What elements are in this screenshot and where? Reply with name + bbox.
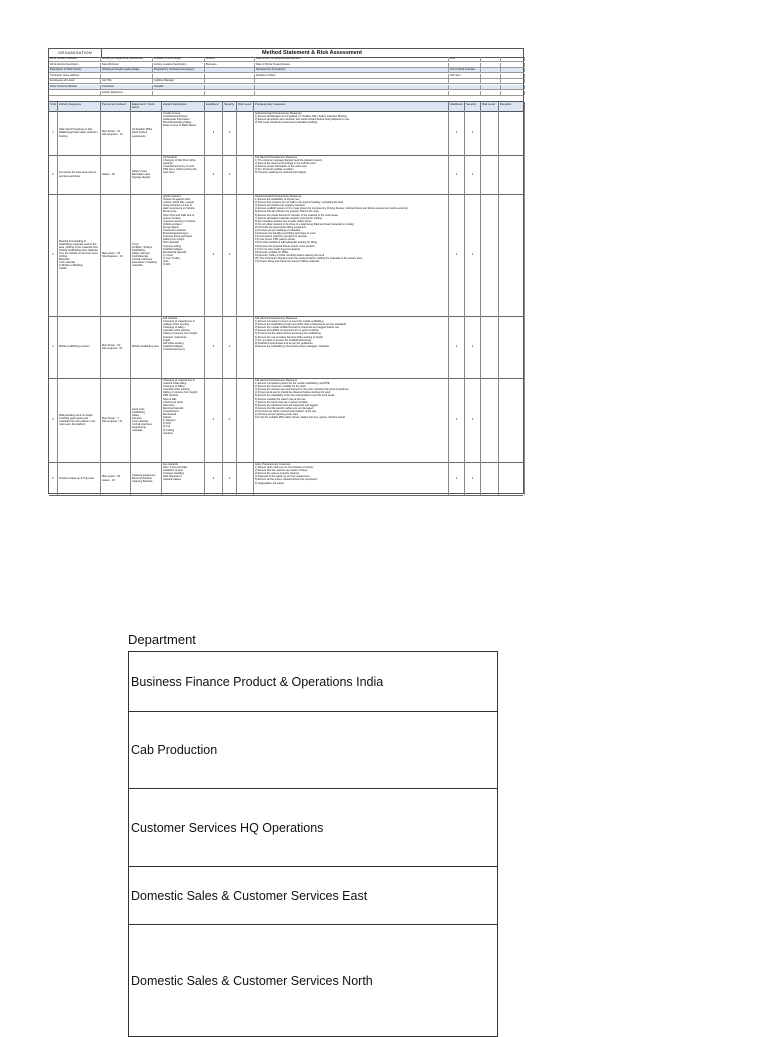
personnel: Man power - 05 Helper - 02 xyxy=(101,462,131,495)
severity: 4 xyxy=(223,194,237,316)
meta-cell xyxy=(255,85,449,89)
meta-section xyxy=(49,57,523,97)
meta-row xyxy=(49,68,523,73)
meta-row xyxy=(49,74,523,79)
meta-cell xyxy=(205,68,255,72)
residual-likelihood: 2 xyxy=(449,462,465,495)
severity: 4 xyxy=(223,155,237,194)
meta-cell: Job Title xyxy=(101,79,153,83)
remarks xyxy=(499,462,525,495)
header-activity-sequence: Activity Sequence xyxy=(58,102,101,111)
risk-assessment-sheet xyxy=(48,48,524,494)
department-label: Department xyxy=(128,632,196,647)
likelihood: 3 xyxy=(205,155,223,194)
meta-cell xyxy=(481,79,501,83)
residual-risk xyxy=(481,194,499,316)
meta-cell xyxy=(501,91,525,95)
header-residual-severity: Severity xyxy=(465,102,481,111)
hazard-description: Eye Hazards Slips, Trips and Falls Inhalation of dust Improper handling Safe disposal of material wastes xyxy=(162,462,205,495)
department-option[interactable]: Domestic Sales & Customer Services North xyxy=(129,925,497,1037)
activity-sequence: Safe Start Procedures & Site Walkthrough with safety induction briefing xyxy=(58,111,101,155)
meta-cell xyxy=(449,85,481,89)
risk-level xyxy=(237,378,254,462)
remarks xyxy=(499,378,525,462)
department-option[interactable]: Customer Services HQ Operations xyxy=(129,789,497,867)
meta-cell: Contractor xyxy=(101,85,153,89)
severity: 4 xyxy=(223,462,237,495)
meta-cell: Working at Height Leading Edge xyxy=(101,68,153,72)
meta-cell xyxy=(501,74,525,78)
severity: 4 xyxy=(223,316,237,378)
severity: 4 xyxy=(223,111,237,155)
hazard-description: Ignition Hazard Vehicle hit against other vehicle, Aerial Man, people being knocked out due to load movements on Vehicle Movements Slips Trips and Falls due to uneven surface Improper stacking of vehicle Vehicle accident Flying objects Unsecured material Musculoskeletal injury Improper lifting technique Falling from height Soft materials Improper Lifting Scaffold collapse Mechanical Hazards 1) Crush 2) Cut / Trolley units 3) drill xyxy=(162,194,205,316)
meta-cell: Employees who work xyxy=(49,79,101,83)
likelihood: 3 xyxy=(205,111,223,155)
meta-cell: Suitable xyxy=(153,85,205,89)
meta-cell xyxy=(449,63,481,67)
department-list xyxy=(128,651,498,1037)
meta-cell xyxy=(101,74,153,78)
personnel: Man Power - 7 Site engineer - 01 xyxy=(101,378,131,462)
residual-risk xyxy=(481,316,499,378)
meta-cell: Contractor name address xyxy=(49,74,101,78)
risk-level xyxy=(237,316,254,378)
meta-cell xyxy=(255,91,449,95)
row-number: 6 xyxy=(49,462,58,495)
hazard-description: Lift Hazards Changing of Wet Floor while Hazards Unauthorised entry of work PPE Injury whilst erecting the work area xyxy=(162,155,205,194)
table-row xyxy=(49,378,523,463)
department-option[interactable]: Cab Production xyxy=(129,712,497,789)
header-remarks: Remarks xyxy=(499,102,525,111)
residual-likelihood: 2 xyxy=(449,194,465,316)
meta-cell xyxy=(501,63,525,67)
likelihood: 3 xyxy=(205,194,223,316)
personnel: Man power - 03 Site Engineer - 01 xyxy=(101,194,131,316)
meta-cell: Prepared by (Contractor Employer) xyxy=(153,68,205,72)
meta-cell: Activity Location Description xyxy=(153,63,205,67)
hazard-description: Changing of material due to material while falling Changing of falling materials while working Falling of persons from height PPE hazards Slips & falls Crushing of hand Add injury Electrical hazards Unauthorised Mechanical hazard 1) Nail gun 2) Drill 3) Cut 4) Cutting machine xyxy=(162,378,205,462)
personnel: Man Power - 03 Site engineer - 01 xyxy=(101,316,131,378)
meta-cell xyxy=(255,79,449,83)
meta-cell: 31/1 xyxy=(449,57,481,61)
meta-row xyxy=(49,79,523,84)
likelihood: 3 xyxy=(205,462,223,495)
activity-sequence: Material & Unloading of Scaffolding materials used in the area, shifting of the materials from Vehicle Scaffolding Floor Material from the Vehicle to the Floor level shifting Materials Civil materials 2) Mobile scaffolding Ladder xyxy=(58,194,101,316)
equipment: Truck Forklifts / Trolleys Scaffolding Safety Harness Civil Materials Civil all machines Decorative / Cladding materials xyxy=(131,194,162,316)
remarks xyxy=(499,111,525,155)
residual-likelihood: 2 xyxy=(449,316,465,378)
meta-cell: Duration of Work xyxy=(255,74,449,78)
header-likelihood: Likelihood xyxy=(205,102,223,111)
meta-cell xyxy=(501,68,525,72)
equipment: Hand tools Scaffolding Safety Harness Civil materials Civil all machines Engineering materials xyxy=(131,378,162,462)
personnel: Helper - 02 xyxy=(101,155,131,194)
header-personnel: Personnel Involved xyxy=(101,102,131,111)
meta-cell xyxy=(205,79,255,83)
remarks xyxy=(499,155,525,194)
residual-severity: 2 xyxy=(465,316,481,378)
meta-cell xyxy=(205,85,255,89)
equipment: Safety cones Barrication tape Signage display xyxy=(131,155,162,194)
meta-cell: Date of RA / Compiled/Issued/Revision xyxy=(255,57,449,61)
meta-cell: Other Persons Affected xyxy=(49,85,101,89)
table-row xyxy=(49,111,523,156)
header-precautionary-measures: Precautionary measures xyxy=(254,102,449,111)
meta-row xyxy=(49,57,523,62)
equipment: Mobile Scaffolding sets xyxy=(131,316,162,378)
precautionary-measures: Apply Precautionary measures 1) Ensure dust mask use for the duration of activity 2) Ensure that the workers are aware of clean 3) Ensure the area is properly cleaned 4) Disposal of the waste as per the requirement 5) Ensure all the area is cleared before the completion 6) Segregation the waste xyxy=(254,462,449,495)
residual-risk xyxy=(481,462,499,495)
meta-cell: Work Activity Description xyxy=(49,63,101,67)
residual-likelihood: 2 xyxy=(449,111,465,155)
meta-cell: Business xyxy=(205,63,255,67)
meta-cell xyxy=(153,91,205,95)
meta-cell xyxy=(481,91,501,95)
activity-sequence: Finishes Clean-up & Tidy Area xyxy=(58,462,101,495)
residual-severity: 2 xyxy=(465,194,481,316)
residual-severity: 2 xyxy=(465,378,481,462)
residual-severity: 2 xyxy=(465,111,481,155)
meta-cell: Lighting Manager xyxy=(153,79,205,83)
residual-risk xyxy=(481,378,499,462)
row-number: 2 xyxy=(49,155,58,194)
likelihood: 3 xyxy=(205,316,223,378)
meta-row xyxy=(49,85,523,90)
likelihood: 3 xyxy=(205,378,223,462)
meta-cell xyxy=(205,91,255,95)
equipment: All Suitable PPEs Hand Tools & equipments xyxy=(131,111,162,155)
personnel: Man Power - 01 Site Engineer - 01 xyxy=(101,111,131,155)
meta-row xyxy=(49,91,523,96)
precautionary-measures: Fall Hazard Precautionary Measures 1) The workmen signage displays lead the placed properly 2) Ensure the clean surroundings in the vehicle used 3) Ensure proper barrication of the work area 4) Tel. Proximal suitable condition 5) Properly stacking the material with dapper xyxy=(254,155,449,194)
severity: 4 xyxy=(223,378,237,462)
remarks xyxy=(499,316,525,378)
risk-level xyxy=(237,155,254,194)
precautionary-measures: Applied Hazard Precautionary Measures 1) Ensure the availability of signal man 2) Ensure that workers do not walk in the area of loading / unloading the load 3) Ensure all vehicles are properly checked 4) Ensure scaffold system of 3 to meet shown for competency, Driving license, Vehicle fitness and Route Assessment before entering 5) Ensure that all vehicles are properly fitted in the area 6) Ensure the wheel barrels for transfer of the material to the work areas 7) Ensure all loaded materials properly secured for shifting 8) All unloading workers are to wear safety shoes 9) Do not allow workers to be close to a load being lifted and load (materials on trolley) 10) Provide the appropriate lifting equipment 11) Ensure proper stacking of materials 12) Ensure the handling and lifting technique is used 13) Competent machine operators to operate 14) Use proper PPE (safety shoes) 15) Provide workforce with adequate training for lifting 16) Ensure the physical fitness check of the workers 17) Do not carry loads beyond capacity 18) Ensure suitable for PPEs 19) Ensure Trolley & Tools condition before starting the work 20) The Contractor should ensure the workers before shifting the materials in the activity area 21) Proper lifting and check the area for falling materials xyxy=(254,194,449,316)
table-row xyxy=(49,155,523,195)
meta-cell: Location of work (Area) xyxy=(153,57,205,61)
row-number: 4 xyxy=(49,316,58,378)
meta-cell: Work Location Address xyxy=(49,57,101,61)
activity-sequence: Mobile scaffolding erection xyxy=(58,316,101,378)
risk-level xyxy=(237,462,254,495)
meta-cell xyxy=(481,74,501,78)
meta-cell: Date of RA for Tenant Review xyxy=(255,63,449,67)
header-risk-level: Risk Level xyxy=(237,102,254,111)
row-number: 1 xyxy=(49,111,58,155)
meta-row xyxy=(49,63,523,68)
header-equipment: Equipment / Tools Used xyxy=(131,102,162,111)
meta-cell: Reviewed by (Contractor) xyxy=(255,68,449,72)
table-row xyxy=(49,462,523,496)
activity-sequence: Surrounds the work area Secure and Area activities xyxy=(58,155,101,194)
header-hazard-description: Hazard Description xyxy=(162,102,205,111)
precautionary-measures: Fall Hazard Precautionary Measures 1) Ensure Competent person for the mobile scaffolding, and PPE 2) Ensure the workmen suitable for the work 3) Ensure the workers are well trained for the work, following the work procedures 4) Proper work permit should be obtained before starting the work 5) Ensure the availability of the fire extinguishers near the work areas 6) Ensure suitable fire watch man at the site 7) Ensure the hand tools are in good condition 8) Ensure the electrical tools are inspected and tagged 9) Ensure that the electric cables are not damaged 10) Ensure the cable covered and isolation of the site 11) Ensure proper lighting at the area 12) Use the suitable PPE safety shoes, Safety harness, gloves, full face shield xyxy=(254,378,449,462)
meta-cell: Working at Height Risk Assessment xyxy=(101,57,153,61)
precautionary-measures: Fall Hazard Precautionary Measures 1) Ensure Competent person to erect the mobile scaffolding 2) Ensure the scaffolding height and width ratio is followed as per the standards 3) Ensure the mobile scaffold should be inspected and tagged before use 4) Ensure all scaffold components are in good condition 5) Proper lock the wheel before accessing the scaffolding 6) Ensure the use of safety harness while working at height 7) Do not allow to access the scaffold without tag 8) Scaffold implemented and as per the guidelines 9) Ensure the scaffolding is fixed with proper outrigger / stabilizer xyxy=(254,316,449,378)
meta-cell xyxy=(501,79,525,83)
table-row xyxy=(49,316,523,379)
activity-sequence: Wall panelling work on height including gaps areas and materials from the platform and rules upon the platform xyxy=(58,378,101,462)
meta-cell xyxy=(449,79,481,83)
meta-cell: Activity Reference xyxy=(101,91,153,95)
meta-cell xyxy=(481,85,501,89)
risk-level xyxy=(237,111,254,155)
header-severity: Severity xyxy=(223,102,237,111)
meta-cell: Seto Workmen xyxy=(101,63,153,67)
residual-risk xyxy=(481,155,499,194)
residual-likelihood: 2 xyxy=(449,155,465,194)
meta-cell xyxy=(481,68,501,72)
table-body xyxy=(49,111,523,493)
meta-cell xyxy=(501,57,525,61)
header-residual-likelihood: Likelihood xyxy=(449,102,465,111)
header-residual-risk: Risk Level xyxy=(481,102,499,111)
department-option[interactable]: Domestic Sales & Customer Services East xyxy=(129,867,497,925)
residual-likelihood: 2 xyxy=(449,378,465,462)
precautionary-measures: Applied Hazard Precautionary Measures 1) Ensure all Management is applied, for Toolbox Talk / Safety Induction Briefing 2) Ensure all workers are inducted, and works briefed before being allowed on site 3) Site Lead should be trained and undertake briefings xyxy=(254,111,449,155)
remarks xyxy=(499,194,525,316)
meta-cell xyxy=(481,57,501,61)
department-option[interactable]: Business Finance Product & Operations India xyxy=(129,652,497,712)
residual-risk xyxy=(481,111,499,155)
residual-severity: 2 xyxy=(465,155,481,194)
meta-cell: Sub Vers xyxy=(449,74,481,78)
meta-cell xyxy=(501,85,525,89)
document-title: Method Statement & Risk Assessment xyxy=(261,50,363,56)
organisation-label: ORGANISATION xyxy=(49,49,102,57)
meta-cell: Description of Work Activity xyxy=(49,68,101,72)
row-number: 3 xyxy=(49,194,58,316)
table-row xyxy=(49,194,523,317)
meta-cell xyxy=(205,74,255,78)
meta-cell xyxy=(481,63,501,67)
row-number: 5 xyxy=(49,378,58,462)
meta-cell: Unit of Work Activities xyxy=(449,68,481,72)
risk-level xyxy=(237,194,254,316)
hazard-description: Fall hazards Changing of material due to collapse while erecting Changing of falling materials while working Falling of persons from height Improper material at height Fall while working Scaffold collapse Unauthorised entry xyxy=(162,316,205,378)
meta-cell xyxy=(449,91,481,95)
hazard-description: Unsafe Access Unauthorised Access Inadequate Information Misunderstanding Safety Rules at time of DECI Waves xyxy=(162,111,205,155)
meta-cell xyxy=(49,91,101,95)
header-row-number: S.No xyxy=(49,102,58,111)
meta-cell xyxy=(153,74,205,78)
department-filter xyxy=(128,630,498,1037)
equipment: Cleaning Equipment Brooms Dustbins Cleaning Brushes xyxy=(131,462,162,495)
residual-severity: 2 xyxy=(465,462,481,495)
meta-cell: Ground xyxy=(205,57,255,61)
